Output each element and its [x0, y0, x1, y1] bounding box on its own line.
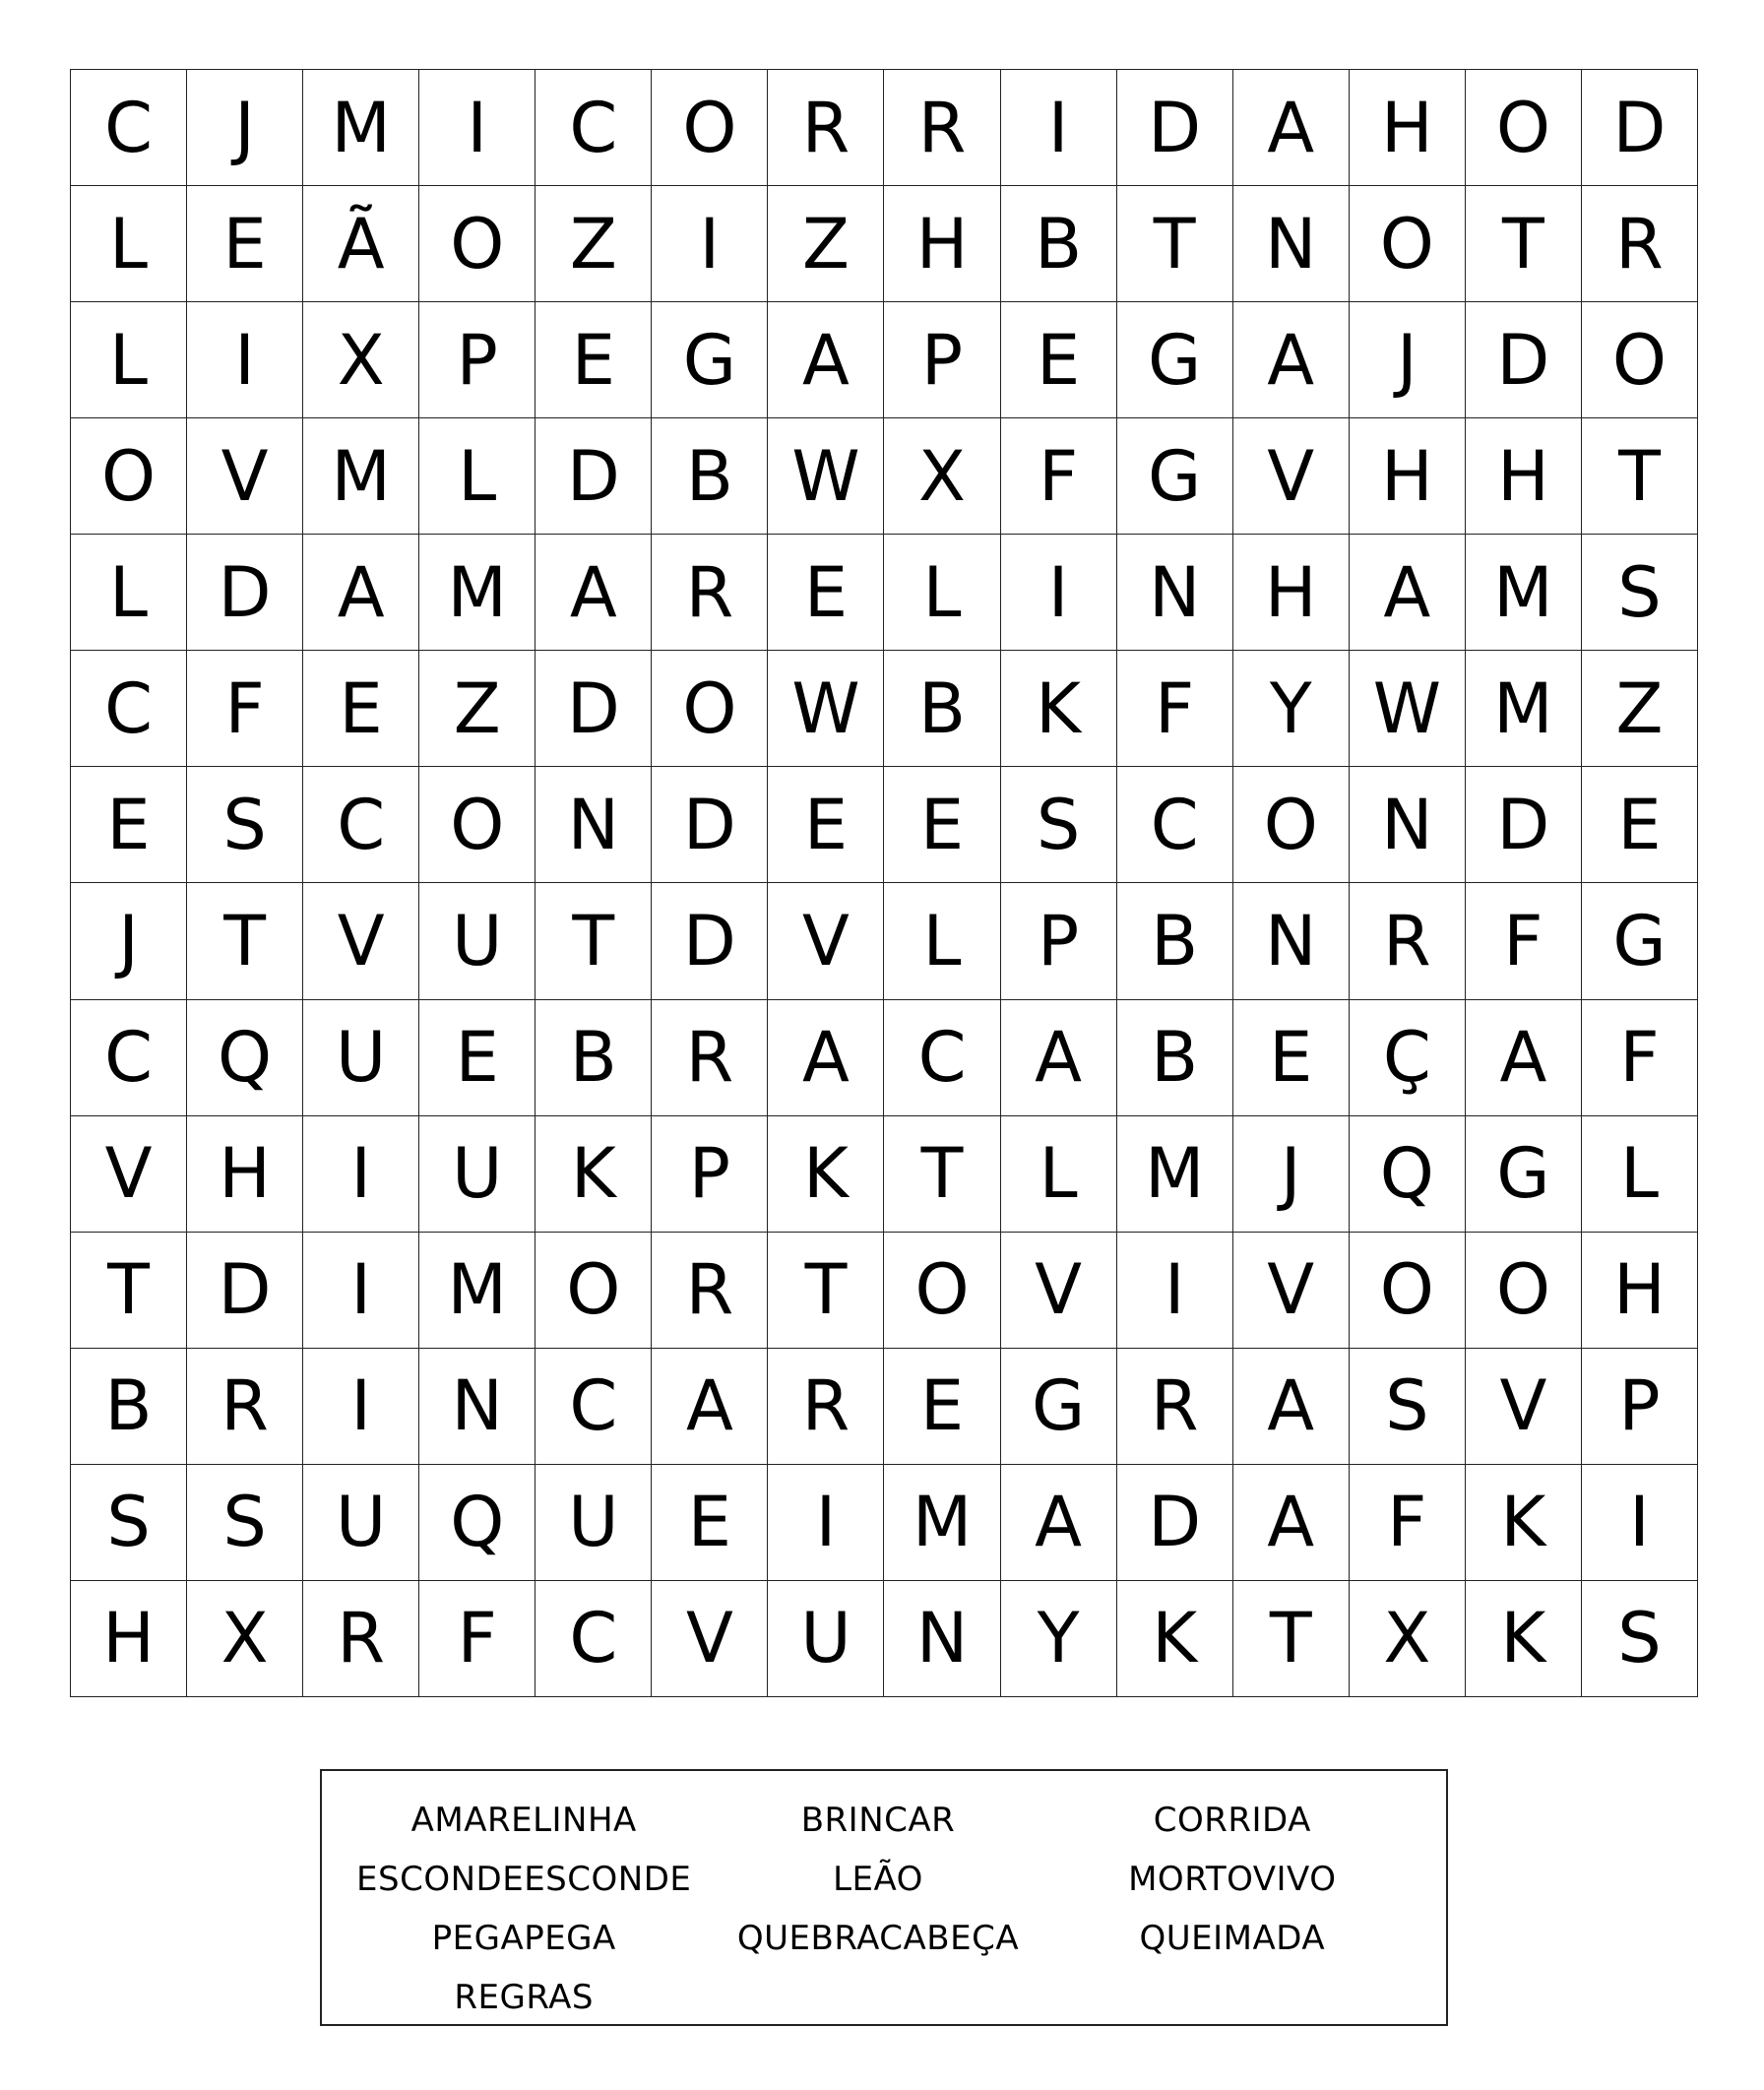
- grid-cell[interactable]: M: [303, 418, 419, 535]
- grid-cell[interactable]: K: [768, 1116, 884, 1233]
- grid-cell[interactable]: P: [419, 302, 536, 418]
- grid-cell[interactable]: V: [71, 1116, 187, 1233]
- grid-cell[interactable]: O: [536, 1233, 652, 1349]
- grid-cell[interactable]: L: [1001, 1116, 1117, 1233]
- word-bank-word: MORTOVIVO: [1128, 1860, 1337, 1899]
- word-bank-word: ESCONDEESCONDE: [356, 1860, 692, 1899]
- word-bank-word: BRINCAR: [800, 1801, 956, 1840]
- grid-cell[interactable]: V: [1001, 1233, 1117, 1349]
- grid-cell[interactable]: A: [1001, 1465, 1117, 1581]
- grid-cell[interactable]: I: [1001, 535, 1117, 651]
- grid-cell[interactable]: W: [1350, 651, 1466, 767]
- grid-cell[interactable]: L: [71, 186, 187, 302]
- grid-cell[interactable]: K: [536, 1116, 652, 1233]
- grid-cell[interactable]: D: [1582, 70, 1698, 186]
- grid-cell[interactable]: L: [1582, 1116, 1698, 1233]
- grid-cell[interactable]: S: [187, 767, 303, 883]
- grid-cell[interactable]: E: [303, 651, 419, 767]
- grid-cell[interactable]: C: [71, 70, 187, 186]
- grid-cell[interactable]: Ã: [303, 186, 419, 302]
- grid-cell[interactable]: U: [768, 1581, 884, 1697]
- grid-cell[interactable]: R: [1582, 186, 1698, 302]
- grid-cell[interactable]: C: [536, 1581, 652, 1697]
- grid-cell[interactable]: B: [1117, 883, 1233, 999]
- grid-cell[interactable]: E: [768, 535, 884, 651]
- grid-cell[interactable]: I: [303, 1116, 419, 1233]
- grid-cell[interactable]: V: [768, 883, 884, 999]
- grid-cell[interactable]: H: [884, 186, 1000, 302]
- word-bank-word: QUEIMADA: [1139, 1919, 1326, 1958]
- grid-cell[interactable]: E: [884, 1349, 1000, 1465]
- grid-cell[interactable]: X: [1350, 1581, 1466, 1697]
- grid-cell[interactable]: P: [652, 1116, 768, 1233]
- grid-cell[interactable]: N: [1350, 767, 1466, 883]
- grid-cell[interactable]: E: [652, 1465, 768, 1581]
- grid-cell[interactable]: D: [1466, 767, 1582, 883]
- grid-cell[interactable]: A: [1233, 70, 1350, 186]
- grid-cell[interactable]: C: [71, 651, 187, 767]
- word-bank-column: [704, 1791, 1052, 2024]
- grid-cell[interactable]: F: [1582, 1000, 1698, 1116]
- grid-cell[interactable]: T: [1233, 1581, 1350, 1697]
- grid-cell[interactable]: Z: [419, 651, 536, 767]
- grid-cell[interactable]: D: [652, 767, 768, 883]
- grid-cell[interactable]: D: [652, 883, 768, 999]
- grid-cell[interactable]: O: [71, 418, 187, 535]
- grid-cell[interactable]: G: [1466, 1116, 1582, 1233]
- grid-cell[interactable]: Z: [1582, 651, 1698, 767]
- grid-cell[interactable]: K: [1001, 651, 1117, 767]
- grid-cell[interactable]: Q: [419, 1465, 536, 1581]
- grid-cell[interactable]: L: [71, 535, 187, 651]
- grid-cell[interactable]: M: [419, 535, 536, 651]
- grid-cell[interactable]: R: [768, 70, 884, 186]
- grid-cell[interactable]: S: [1001, 767, 1117, 883]
- grid-cell[interactable]: Q: [1350, 1116, 1466, 1233]
- grid-cell[interactable]: G: [1582, 883, 1698, 999]
- grid-cell[interactable]: M: [303, 70, 419, 186]
- grid-cell[interactable]: M: [884, 1465, 1000, 1581]
- grid-cell[interactable]: V: [652, 1581, 768, 1697]
- grid-cell[interactable]: I: [1582, 1465, 1698, 1581]
- grid-cell[interactable]: A: [1233, 302, 1350, 418]
- grid-cell[interactable]: S: [1582, 535, 1698, 651]
- grid-cell[interactable]: S: [1582, 1581, 1698, 1697]
- grid-cell[interactable]: R: [652, 535, 768, 651]
- grid-cell[interactable]: Y: [1001, 1581, 1117, 1697]
- grid-cell[interactable]: P: [1001, 883, 1117, 999]
- grid-cell[interactable]: D: [187, 1233, 303, 1349]
- grid-cell[interactable]: F: [187, 651, 303, 767]
- grid-cell[interactable]: U: [419, 1116, 536, 1233]
- grid-cell[interactable]: F: [1466, 883, 1582, 999]
- grid-cell[interactable]: X: [884, 418, 1000, 535]
- grid-cell[interactable]: H: [71, 1581, 187, 1697]
- grid-cell[interactable]: J: [1233, 1116, 1350, 1233]
- grid-cell[interactable]: E: [1001, 302, 1117, 418]
- grid-cell[interactable]: S: [187, 1465, 303, 1581]
- word-bank-column: [1058, 1791, 1407, 2024]
- grid-cell[interactable]: C: [536, 70, 652, 186]
- grid-cell[interactable]: A: [1001, 1000, 1117, 1116]
- grid-cell[interactable]: T: [1582, 418, 1698, 535]
- grid-cell[interactable]: O: [1350, 186, 1466, 302]
- grid-cell[interactable]: E: [1582, 767, 1698, 883]
- grid-cell[interactable]: E: [1233, 1000, 1350, 1116]
- grid-cell[interactable]: W: [768, 651, 884, 767]
- grid-cell[interactable]: N: [419, 1349, 536, 1465]
- grid-cell[interactable]: X: [187, 1581, 303, 1697]
- grid-cell[interactable]: I: [303, 1349, 419, 1465]
- grid-cell[interactable]: L: [71, 302, 187, 418]
- grid-cell[interactable]: M: [1466, 651, 1582, 767]
- grid-cell[interactable]: K: [1466, 1465, 1582, 1581]
- grid-cell[interactable]: N: [536, 767, 652, 883]
- grid-cell[interactable]: A: [652, 1349, 768, 1465]
- grid-cell[interactable]: I: [1117, 1233, 1233, 1349]
- grid-cell[interactable]: E: [419, 1000, 536, 1116]
- grid-cell[interactable]: O: [1582, 302, 1698, 418]
- grid-cell[interactable]: I: [768, 1465, 884, 1581]
- grid-cell[interactable]: O: [1350, 1233, 1466, 1349]
- grid-cell[interactable]: U: [536, 1465, 652, 1581]
- grid-cell[interactable]: G: [652, 302, 768, 418]
- grid-cell[interactable]: R: [303, 1581, 419, 1697]
- grid-cell[interactable]: G: [1117, 302, 1233, 418]
- word-bank-word: CORRIDA: [1153, 1801, 1311, 1840]
- grid-cell[interactable]: E: [187, 186, 303, 302]
- grid-cell[interactable]: J: [71, 883, 187, 999]
- grid-cell[interactable]: F: [419, 1581, 536, 1697]
- grid-cell[interactable]: B: [1117, 1000, 1233, 1116]
- grid-cell[interactable]: N: [1117, 535, 1233, 651]
- grid-cell[interactable]: Q: [187, 1000, 303, 1116]
- grid-cell[interactable]: E: [536, 302, 652, 418]
- grid-cell[interactable]: Z: [768, 186, 884, 302]
- grid-cell[interactable]: J: [187, 70, 303, 186]
- grid-cell[interactable]: L: [419, 418, 536, 535]
- grid-cell[interactable]: R: [652, 1233, 768, 1349]
- grid-cell[interactable]: P: [884, 302, 1000, 418]
- grid-cell[interactable]: D: [1466, 302, 1582, 418]
- grid-cell[interactable]: R: [187, 1349, 303, 1465]
- grid-cell[interactable]: F: [1350, 1465, 1466, 1581]
- grid-cell[interactable]: R: [768, 1349, 884, 1465]
- grid-cell[interactable]: A: [1233, 1465, 1350, 1581]
- grid-cell[interactable]: F: [1117, 651, 1233, 767]
- grid-cell[interactable]: I: [652, 186, 768, 302]
- grid-cell[interactable]: P: [1582, 1349, 1698, 1465]
- grid-cell[interactable]: T: [768, 1233, 884, 1349]
- grid-cell[interactable]: R: [884, 70, 1000, 186]
- grid-cell[interactable]: I: [303, 1233, 419, 1349]
- grid-cell[interactable]: K: [1466, 1581, 1582, 1697]
- grid-cell[interactable]: G: [1001, 1349, 1117, 1465]
- grid-cell[interactable]: T: [71, 1233, 187, 1349]
- grid-cell[interactable]: A: [1350, 535, 1466, 651]
- grid-cell[interactable]: M: [419, 1233, 536, 1349]
- grid-cell[interactable]: O: [884, 1233, 1000, 1349]
- grid-cell[interactable]: N: [884, 1581, 1000, 1697]
- grid-cell[interactable]: J: [1350, 302, 1466, 418]
- grid-cell[interactable]: T: [1466, 186, 1582, 302]
- grid-cell[interactable]: D: [1117, 1465, 1233, 1581]
- grid-cell[interactable]: B: [1001, 186, 1117, 302]
- grid-cell[interactable]: R: [1117, 1349, 1233, 1465]
- grid-cell[interactable]: T: [536, 883, 652, 999]
- grid-cell[interactable]: O: [419, 186, 536, 302]
- grid-cell[interactable]: U: [419, 883, 536, 999]
- grid-cell[interactable]: O: [1466, 70, 1582, 186]
- grid-cell[interactable]: T: [187, 883, 303, 999]
- grid-cell[interactable]: X: [303, 302, 419, 418]
- grid-cell[interactable]: O: [1466, 1233, 1582, 1349]
- grid-cell[interactable]: I: [187, 302, 303, 418]
- grid-cell[interactable]: E: [71, 767, 187, 883]
- grid-cell[interactable]: Z: [536, 186, 652, 302]
- grid-cell[interactable]: H: [1350, 418, 1466, 535]
- grid-cell[interactable]: Y: [1233, 651, 1350, 767]
- grid-cell[interactable]: T: [1117, 186, 1233, 302]
- grid-cell[interactable]: H: [1582, 1233, 1698, 1349]
- grid-cell[interactable]: V: [1233, 1233, 1350, 1349]
- grid-cell[interactable]: D: [536, 418, 652, 535]
- grid-cell[interactable]: A: [536, 535, 652, 651]
- grid-cell[interactable]: M: [1466, 535, 1582, 651]
- grid-cell[interactable]: A: [303, 535, 419, 651]
- grid-cell[interactable]: V: [303, 883, 419, 999]
- grid-cell[interactable]: I: [419, 70, 536, 186]
- grid-cell[interactable]: R: [652, 1000, 768, 1116]
- grid-cell[interactable]: H: [187, 1116, 303, 1233]
- word-bank-word: QUEBRACABEÇA: [736, 1919, 1020, 1958]
- word-bank-column: [349, 1791, 698, 2024]
- grid-cell[interactable]: B: [652, 418, 768, 535]
- grid-cell[interactable]: U: [303, 1000, 419, 1116]
- grid-cell[interactable]: D: [1117, 70, 1233, 186]
- grid-cell[interactable]: T: [884, 1116, 1000, 1233]
- word-bank-word: LEÃO: [833, 1860, 923, 1899]
- word-bank: [320, 1769, 1448, 2026]
- grid-cell[interactable]: H: [1233, 535, 1350, 651]
- grid-cell[interactable]: I: [1001, 70, 1117, 186]
- grid-cell[interactable]: C: [303, 767, 419, 883]
- grid-cell[interactable]: N: [1233, 883, 1350, 999]
- grid-cell[interactable]: H: [1466, 418, 1582, 535]
- grid-cell[interactable]: B: [71, 1349, 187, 1465]
- grid-cell[interactable]: C: [536, 1349, 652, 1465]
- grid-cell[interactable]: W: [768, 418, 884, 535]
- grid-cell[interactable]: L: [884, 535, 1000, 651]
- grid-cell[interactable]: H: [1350, 70, 1466, 186]
- grid-cell[interactable]: O: [1233, 767, 1350, 883]
- grid-cell[interactable]: G: [1117, 418, 1233, 535]
- grid-cell[interactable]: F: [1001, 418, 1117, 535]
- grid-cell[interactable]: A: [1466, 1000, 1582, 1116]
- grid-cell[interactable]: M: [1117, 1116, 1233, 1233]
- grid-cell[interactable]: D: [187, 535, 303, 651]
- grid-cell[interactable]: B: [884, 651, 1000, 767]
- grid-cell[interactable]: O: [652, 70, 768, 186]
- grid-cell[interactable]: L: [884, 883, 1000, 999]
- grid-cell[interactable]: E: [768, 767, 884, 883]
- grid-cell[interactable]: R: [1350, 883, 1466, 999]
- grid-cell[interactable]: C: [1117, 767, 1233, 883]
- word-bank-word: REGRAS: [454, 1978, 594, 2017]
- grid-cell[interactable]: A: [768, 302, 884, 418]
- grid-cell[interactable]: V: [187, 418, 303, 535]
- grid-cell[interactable]: A: [768, 1000, 884, 1116]
- grid-cell[interactable]: N: [1233, 186, 1350, 302]
- grid-cell[interactable]: S: [1350, 1349, 1466, 1465]
- grid-cell[interactable]: C: [71, 1000, 187, 1116]
- grid-cell[interactable]: C: [884, 1000, 1000, 1116]
- grid-cell[interactable]: O: [652, 651, 768, 767]
- grid-cell[interactable]: K: [1117, 1581, 1233, 1697]
- letter-grid: [70, 69, 1698, 1697]
- grid-cell[interactable]: S: [71, 1465, 187, 1581]
- grid-cell[interactable]: D: [536, 651, 652, 767]
- grid-cell[interactable]: A: [1233, 1349, 1350, 1465]
- grid-cell[interactable]: V: [1466, 1349, 1582, 1465]
- grid-cell[interactable]: B: [536, 1000, 652, 1116]
- grid-cell[interactable]: Ç: [1350, 1000, 1466, 1116]
- grid-cell[interactable]: U: [303, 1465, 419, 1581]
- word-bank-word: AMARELINHA: [410, 1801, 637, 1840]
- grid-cell[interactable]: O: [419, 767, 536, 883]
- word-bank-word: PEGAPEGA: [431, 1919, 616, 1958]
- grid-cell[interactable]: E: [884, 767, 1000, 883]
- grid-cell[interactable]: V: [1233, 418, 1350, 535]
